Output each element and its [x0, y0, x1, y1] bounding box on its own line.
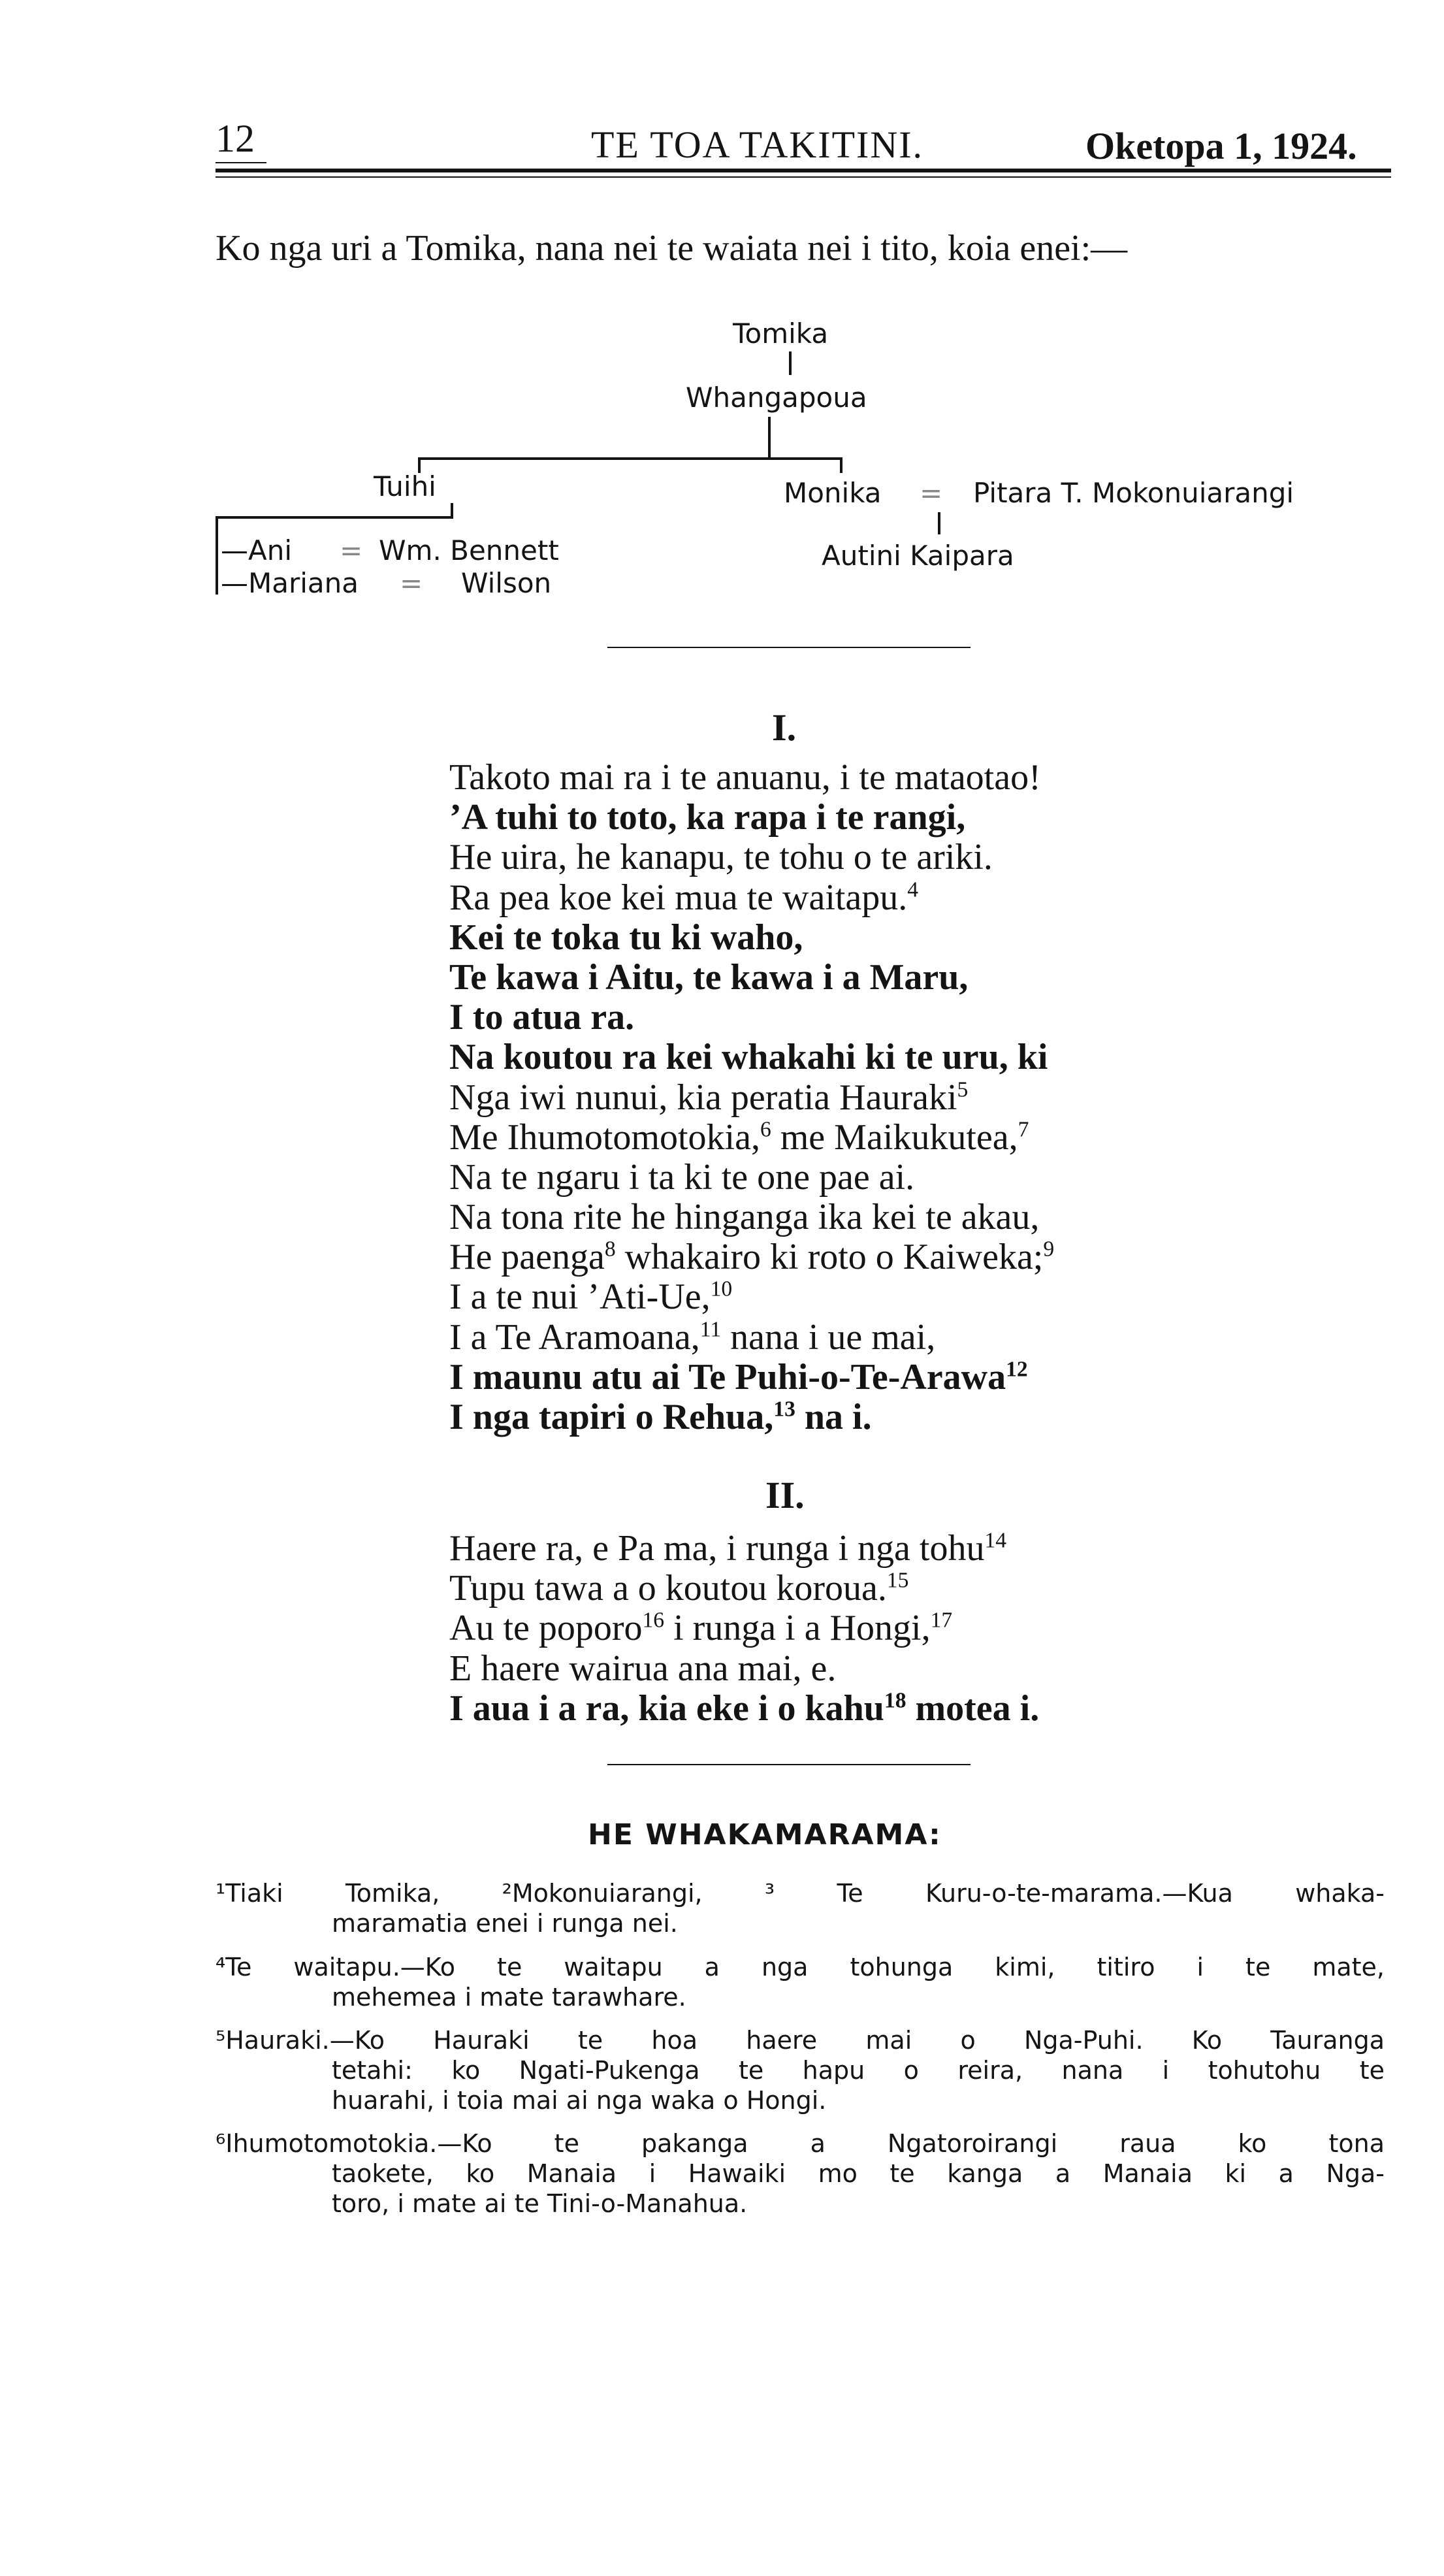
genealogy-line: [789, 351, 792, 375]
footnote-3: [216, 2025, 1385, 2115]
genealogy-line: [938, 512, 940, 534]
section-divider: [607, 647, 971, 648]
poem-line: Me Ihumotomotokia,$^6$ me Maikukutea,$^7$: [449, 1117, 1029, 1158]
genealogy-pitara: Pitara T. Mokonuiarangi: [973, 477, 1294, 509]
footnote-2: [216, 1952, 1385, 2012]
footnote-marker: 16: [642, 1608, 665, 1633]
poem-line: I to atua ra.: [449, 997, 635, 1038]
poem-line: Kei te toka tu ki waho,: [449, 917, 803, 958]
header-rule-thin: [216, 176, 1391, 178]
genealogy-branch-line: [418, 457, 841, 460]
poem-line: He paenga$^8$ whakairo ki roto o Kaiweka;$^9$: [449, 1237, 1055, 1278]
poem-line: Na te ngaru i ta ki te one pae ai.: [449, 1156, 915, 1198]
footnote-4: [216, 2128, 1385, 2219]
poem-line: I maunu atu ai Te Puhi-o-Te-Arawa$^{12}$: [449, 1356, 1028, 1397]
page-number-underline: [216, 162, 266, 163]
footnote-line: toro, i mate ai te Tini-o-Manahua.: [332, 2189, 748, 2218]
genealogy-mariana: —Mariana: [221, 567, 359, 599]
footnote-marker: 13: [773, 1397, 795, 1422]
footnote-marker: 9: [1043, 1237, 1055, 1262]
genealogy-marriage-sign: =: [920, 477, 943, 509]
poem-line: I nga tapiri o Rehua,$^{13}$ na i.: [449, 1397, 872, 1437]
genealogy-marriage-sign: =: [340, 534, 363, 566]
stanza-numeral: I.: [772, 706, 797, 749]
genealogy-line: [451, 503, 453, 519]
footnote-marker: 15: [886, 1568, 909, 1593]
poem-line: Nga iwi nunui, kia peratia Hauraki$^5$: [449, 1077, 969, 1118]
poem-line: Ra pea koe kei mua te waitapu.$^4$: [449, 877, 919, 918]
footnote-marker: 8: [604, 1237, 616, 1262]
poem-line: He uira, he kanapu, te tohu o te ariki.: [449, 837, 993, 878]
genealogy-whangapoua: Whangapoua: [686, 382, 867, 414]
footnote-line: ⁶Ihumotomotokia.—Ko te pakanga a Ngatoroirangi raua ko tona: [216, 2129, 1385, 2158]
poem-line: ’A tuhi to toto, ka rapa i te rangi,: [449, 797, 966, 838]
issue-date: Oketopa 1, 1924.: [1085, 125, 1357, 167]
poem-line: Takoto mai ra i te anuanu, i te mataotao!: [449, 757, 1041, 798]
footnote-line: ¹Tiaki Tomika, ²Mokonuiarangi, ³ Te Kuru-o-te-marama.—Kua whaka-: [216, 1879, 1385, 1908]
footnote-marker: 4: [907, 877, 919, 902]
poem-line: I a Te Aramoana,$^{11}$ nana i ue mai,: [449, 1316, 936, 1358]
page-number: 12: [216, 117, 255, 160]
footnote-marker: 17: [930, 1608, 953, 1633]
intro-paragraph: Ko nga uri a Tomika, nana nei te waiata nei i tito, koia enei:—: [216, 228, 1128, 269]
stanza-numeral: II.: [765, 1474, 805, 1516]
genealogy-wilson: Wilson: [461, 567, 552, 599]
genealogy-line: [768, 417, 771, 457]
notes-heading: HE WHAKAMARAMA:: [588, 1818, 942, 1851]
genealogy-line: [840, 457, 842, 473]
section-divider: [607, 1764, 971, 1765]
stanza-2: [449, 1529, 1039, 1729]
poem-line: Au te poporo$^{16}$ i runga i a Hongi,$^{17}$: [449, 1608, 953, 1649]
genealogy-tuihi: Tuihi: [374, 470, 436, 502]
footnote-line: mehemea i mate tarawhare.: [332, 1983, 686, 2012]
poem-line: I aua i a ra, kia eke i o kahu$^{18}$ motea i.: [449, 1687, 1040, 1729]
footnote-marker: 10: [710, 1277, 733, 1301]
genealogy-tomika: Tomika: [733, 318, 829, 350]
genealogy-marriage-sign: =: [400, 567, 423, 599]
footnote-line: ⁴Te waitapu.—Ko te waitapu a nga tohunga kimi, titiro i te mate,: [216, 1953, 1385, 1981]
poem-line: Haere ra, e Pa ma, i runga i nga tohu$^{14}$: [449, 1528, 1007, 1569]
footnote-line: ⁵Hauraki.—Ko Hauraki te hoa haere mai o Nga-Puhi. Ko Tauranga: [216, 2026, 1385, 2055]
poem-line: E haere wairua ana mai, e.: [449, 1648, 837, 1689]
stanza-1: [449, 758, 1054, 1437]
genealogy-ani: —Ani: [221, 534, 293, 566]
footnote-line: maramatia enei i runga nei.: [332, 1909, 678, 1938]
footnote-marker: 5: [957, 1077, 969, 1101]
footnote-marker: 6: [760, 1117, 771, 1142]
poem-line: Te kawa i Aitu, te kawa i a Maru,: [449, 956, 969, 998]
footnote-marker: 12: [1006, 1357, 1028, 1382]
header-rule: [216, 169, 1391, 172]
genealogy-autini: Autini Kaipara: [822, 540, 1014, 572]
footnote-line: huarahi, i toia mai ai nga waka o Hongi.: [332, 2086, 827, 2115]
footnote-marker: 7: [1018, 1117, 1029, 1142]
genealogy-line: [216, 516, 218, 595]
footnote-line: tetahi: ko Ngati-Pukenga te hapu o reira, nana i tohutohu te: [332, 2056, 1385, 2085]
footnote-marker: 14: [984, 1528, 1007, 1553]
journal-title: TE TOA TAKITINI.: [591, 123, 924, 166]
genealogy-bennett: Wm. Bennett: [379, 534, 559, 566]
footnote-line: taokete, ko Manaia i Hawaiki mo te kanga a Manaia ki a Nga-: [332, 2159, 1385, 2188]
footnote-marker: 18: [884, 1688, 907, 1713]
footnote-1: [216, 1878, 1385, 1938]
genealogy-branch-line: [216, 516, 452, 519]
poem-line: Na tona rite he hinganga ika kei te akau,: [449, 1197, 1040, 1238]
footnote-marker: 11: [699, 1316, 722, 1341]
poem-line: I a te nui ’Ati-Ue,$^{10}$: [449, 1277, 733, 1318]
poem-line: Na koutou ra kei whakahi ki te uru, ki: [449, 1037, 1048, 1078]
poem-line: Tupu tawa a o koutou koroua.$^{15}$: [449, 1568, 909, 1609]
genealogy-monika: Monika: [784, 477, 882, 509]
